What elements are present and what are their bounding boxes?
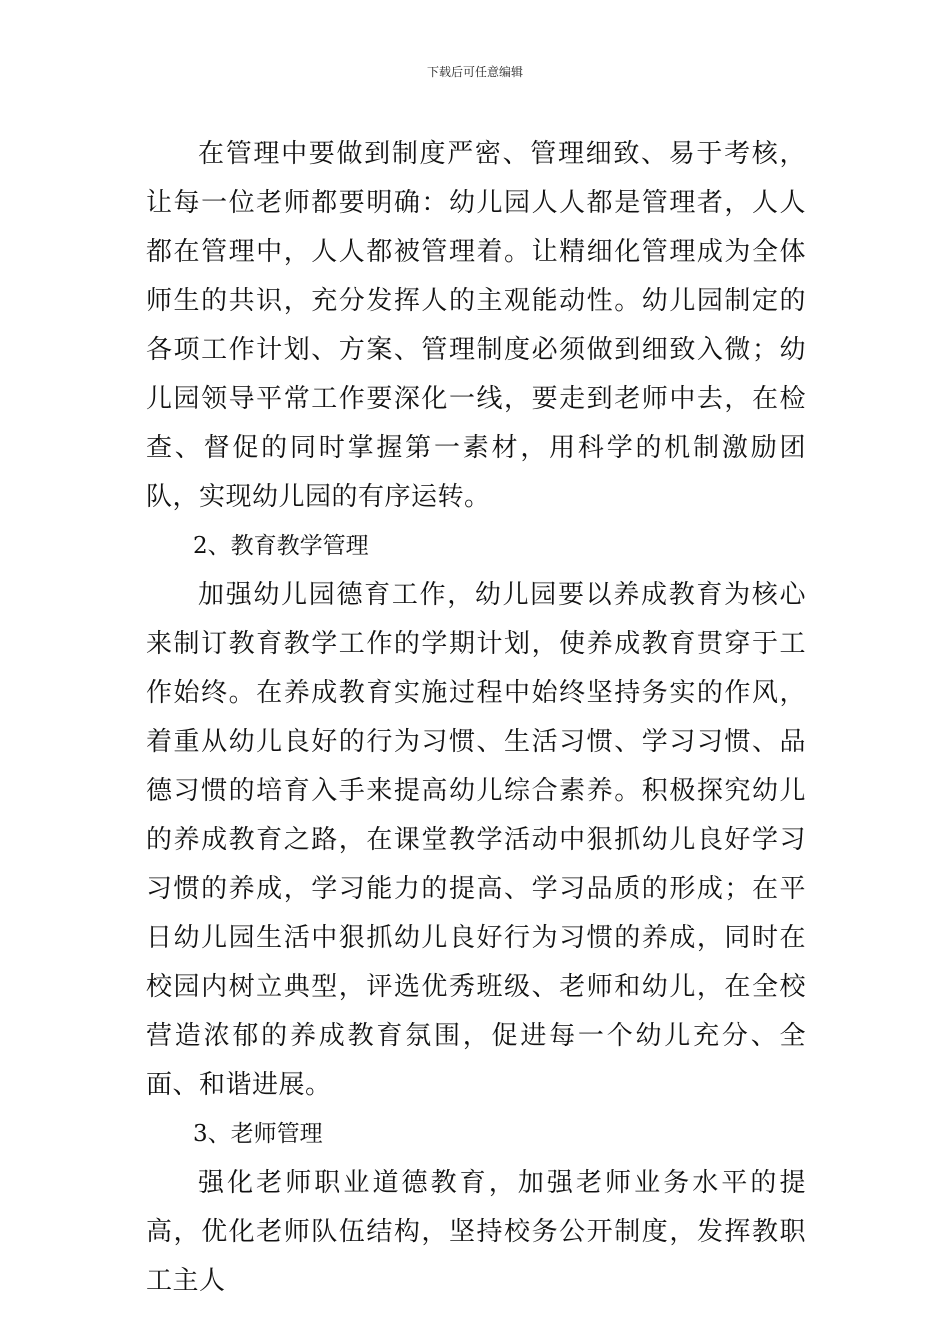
paragraph-management-rules: 在管理中要做到制度严密、管理细致、易于考核，让每一位老师都要明确：幼儿园人人都是管理者，人人都在管理中，人人都被管理着。让精细化管理成为全体师生的共识，充分发挥人的主观能动性。幼儿园制定的各项工作计划、方案、管理制度必须做到细致入微；幼儿园领导平常工作要深化一线，要走到老师中去，在检查、督促的同时掌握第一素材，用科学的机制激励团队，实现幼儿园的有序运转。 bbox=[146, 139, 806, 512]
document-body bbox=[146, 130, 806, 1306]
section-heading-teacher-management: 3、老师管理 bbox=[193, 1121, 323, 1147]
paragraph-moral-education: 加强幼儿园德育工作，幼儿园要以养成教育为核心来制订教育教学工作的学期计划，使养成教育贯穿于工作始终。在养成教育实施过程中始终坚持务实的作风，着重从幼儿良好的行为习惯、生活习惯、学习习惯、品德习惯的培育入手来提高幼儿综合素养。积极探究幼儿的养成教育之路，在课堂教学活动中狠抓幼儿良好学习习惯的养成，学习能力的提高、学习品质的形成；在平日幼儿园生活中狠抓幼儿良好行为习惯的养成，同时在校园内树立典型，评选优秀班级、老师和幼儿，在全校营造浓郁的养成教育氛围，促进每一个幼儿充分、全面、和谐进展。 bbox=[146, 580, 806, 1100]
section-heading-teaching-management: 2、教育教学管理 bbox=[193, 533, 369, 559]
page-header-note: 下载后可任意编辑 bbox=[426, 65, 523, 79]
paragraph-teacher-ethics: 强化老师职业道德教育，加强老师业务水平的提高，优化老师队伍结构，坚持校务公开制度，发挥教职工主人 bbox=[146, 1168, 806, 1296]
